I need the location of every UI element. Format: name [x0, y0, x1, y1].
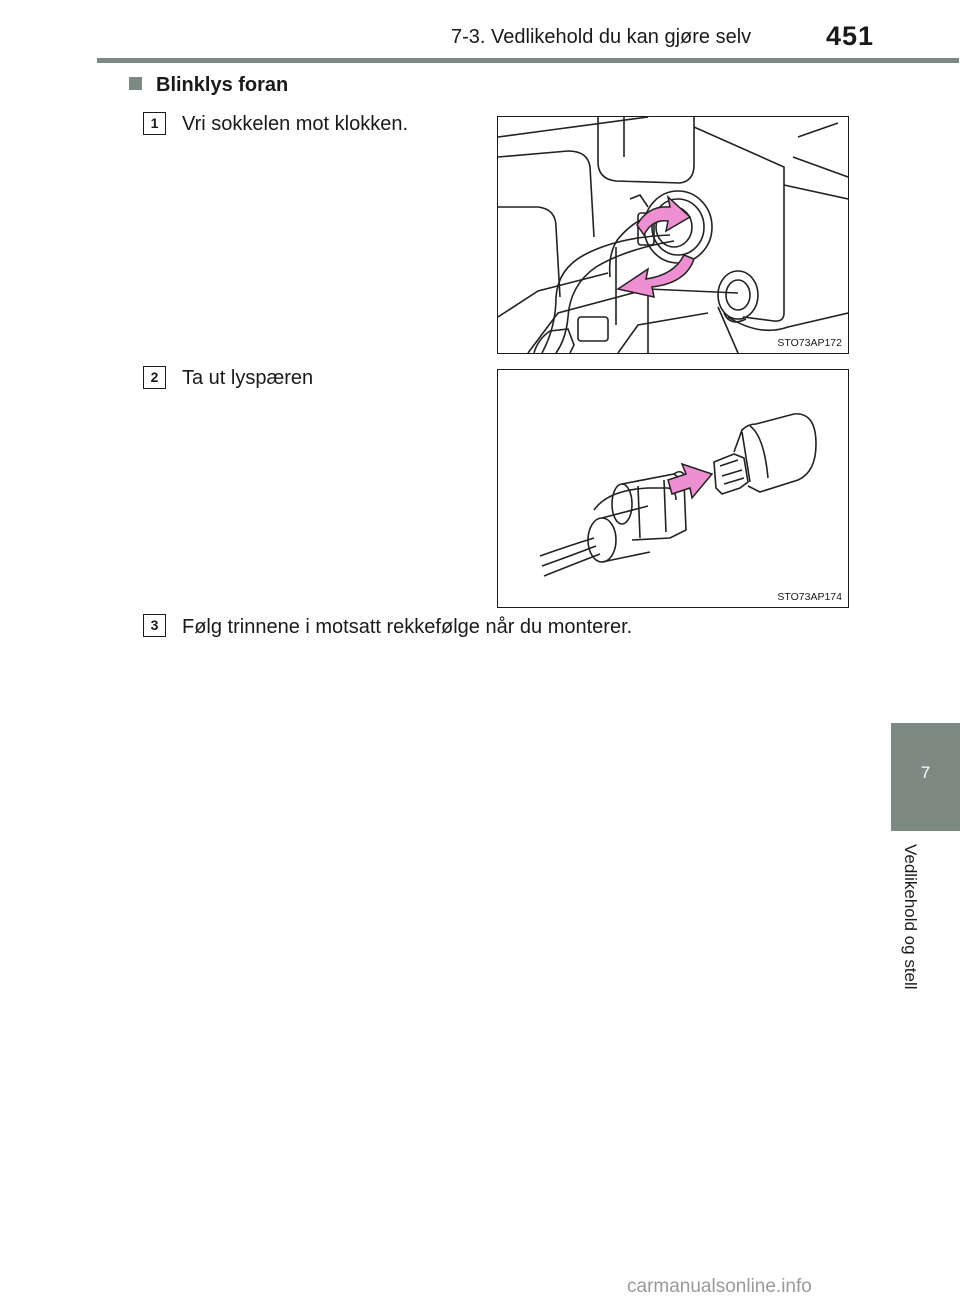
figure-code: STO73AP174: [777, 591, 842, 603]
step-text: Vri sokkelen mot klokken.: [182, 113, 409, 135]
square-bullet-icon: [129, 77, 142, 90]
socket-rotation-illustration: [498, 117, 848, 353]
header-section-title: 7-3. Vedlikehold du kan gjøre selv: [451, 26, 752, 48]
section-title: [129, 74, 288, 97]
header-rule: [97, 58, 959, 63]
figure-code: STO73AP172: [777, 337, 842, 349]
step-text: Ta ut lyspæren: [182, 367, 314, 389]
pull-arrow-icon: [668, 464, 712, 498]
figure-remove-bulb: [497, 369, 849, 608]
figure-rotate-socket: [497, 116, 849, 354]
rotation-arrow-icon: [618, 197, 694, 297]
chapter-tab: [891, 723, 960, 831]
step-text: Følg trinnene i motsatt rekkefølge når du monterer.: [182, 616, 633, 638]
chapter-label: Vedlikehold og stell: [901, 844, 920, 990]
step-number-badge: 2: [143, 366, 166, 389]
bulb-drawing: [714, 414, 816, 494]
page-number: 451: [826, 21, 875, 51]
step-number-badge: 1: [143, 112, 166, 135]
bulb-removal-illustration: [498, 370, 848, 607]
chapter-number: 7: [920, 763, 931, 782]
watermark: carmanualsonline.info: [627, 1276, 812, 1297]
section-title-text: Blinklys foran: [156, 74, 289, 96]
step-number-badge: 3: [143, 614, 166, 637]
